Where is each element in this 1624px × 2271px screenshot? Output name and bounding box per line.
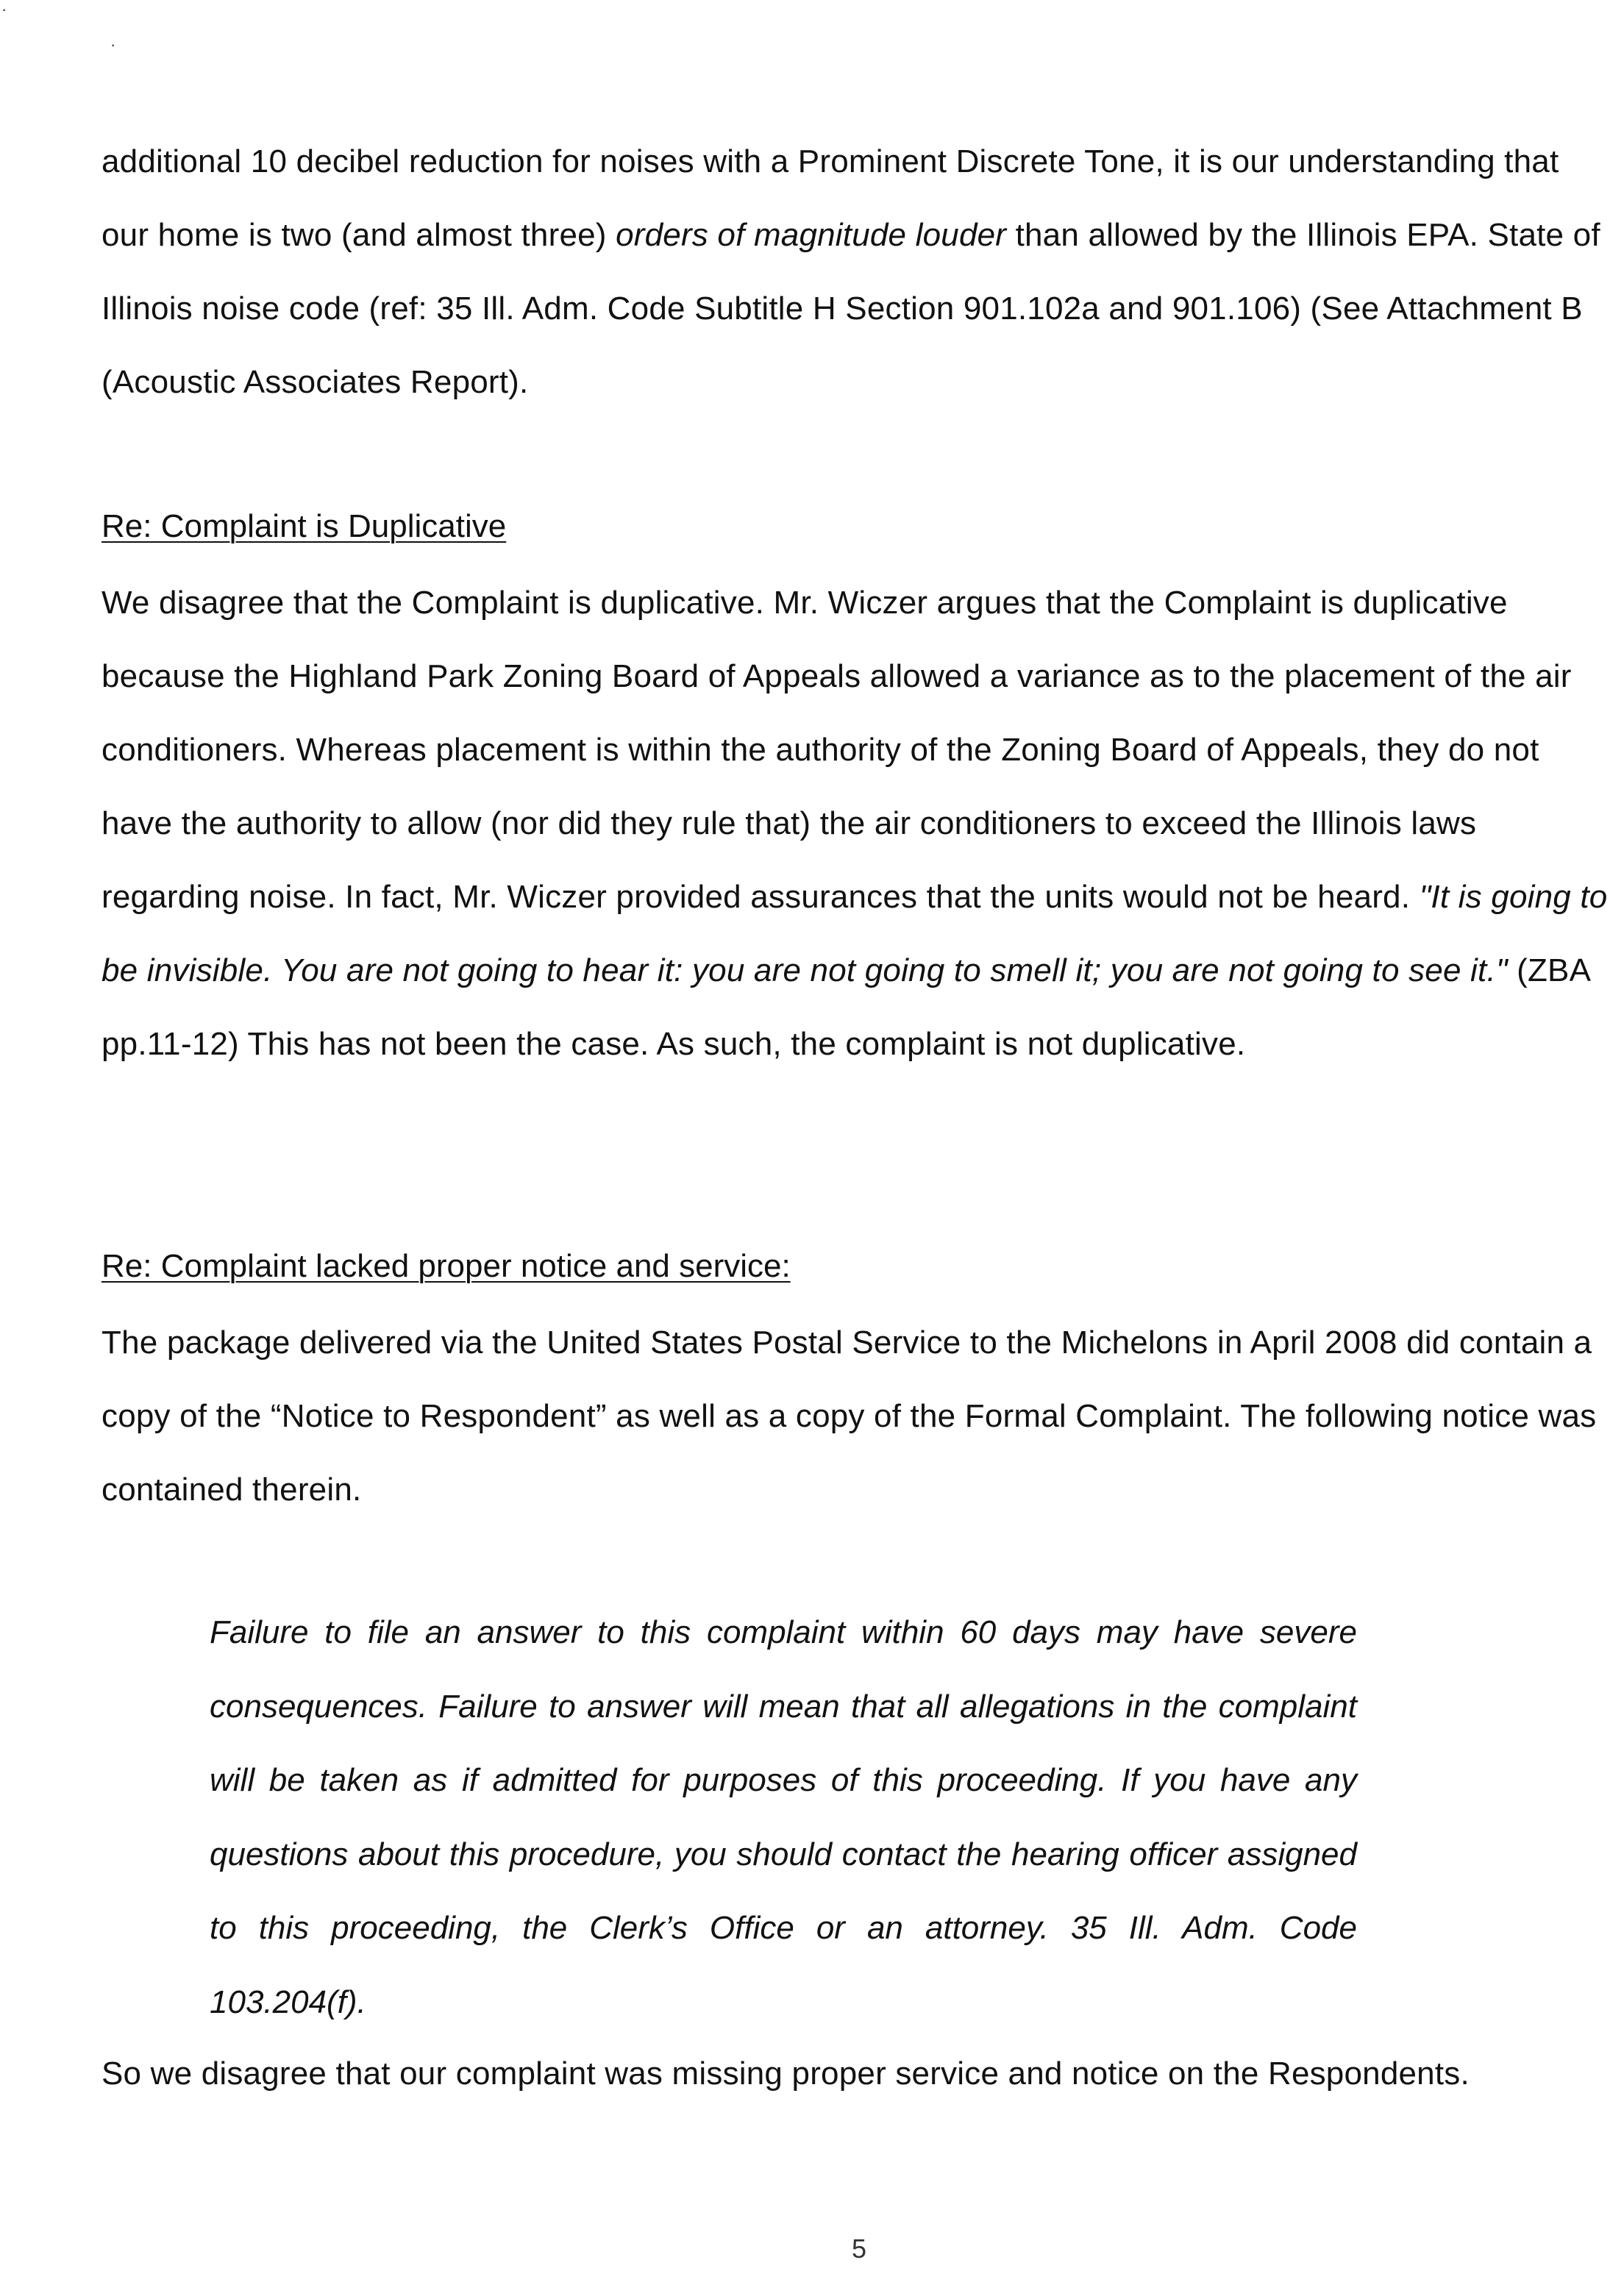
duplicative-text-end: (ZBA pp.11-12) This has not been the case. As such, the complaint is not duplicative.	[102, 952, 1589, 1062]
section-heading-duplicative: Re: Complaint is Duplicative	[102, 508, 507, 544]
duplicative-text-start: We disagree that the Complaint is duplicative. Mr. Wiczer argues that the Complaint is duplicative because the Highland Park Zoning Board of Appeals allowed a variance as to the placement of the air conditioners. Whereas placement is within the authority of the Zoning Board of Appeals, they do not have the authority to allow (nor did they rule that) the air conditioners to exceed the Illinois laws regarding noise. In fact, Mr. Wiczer provided assurances that the units would not be heard.	[102, 585, 1572, 915]
duplicative-paragraph	[102, 566, 1609, 1081]
closing-text: So we disagree that our complaint was missing proper service and notice on the Respondents.	[102, 2056, 1470, 2092]
scan-speck-mark: ·	[1, 0, 7, 18]
notice-paragraph	[102, 1306, 1609, 1527]
notice-text: The package delivered via the United States Postal Service to the Michelons in April 2008 did contain a copy of the “Notice to Respondent” as well as a copy of the Formal Complaint. The following notice was contained therein.	[102, 1325, 1597, 1508]
notice-block-quote: Failure to file an answer to this complaint within 60 days may have severe consequences. Failure to answer will mean that all allegations in the complaint will be taken as if admitted for purposes of this proceeding. If you have any questions about this procedure, you should contact the hearing officer assigned to this proceeding, the Clerk’s Office or an attorney. 35 Ill. Adm. Code 103.204(f).	[210, 1614, 1357, 2020]
page-number: 5	[852, 2233, 867, 2264]
intro-text-end: than allowed by the Illinois EPA. State of Illinois noise code (ref: 35 Ill. Adm. Code Subtitle H Section 901.102a and 901.106) (See Attachment B (Acoustic Associates Report).	[102, 217, 1600, 400]
zba-quote: "It is going to be invisible. You are not going to hear it: you are not going to smell it; you are not going to see it."	[102, 879, 1608, 988]
intro-paragraph	[102, 125, 1609, 419]
closing-paragraph	[102, 2037, 1609, 2111]
intro-text-start: additional 10 decibel reduction for noises with a Prominent Discrete Tone, it is our understanding that our home is two (and almost three)	[102, 143, 1559, 253]
intro-italic-phrase: orders of magnitude louder	[616, 217, 1007, 253]
scan-speck-mark: ·	[110, 35, 116, 54]
section-heading-notice: Re: Complaint lacked proper notice and service:	[102, 1248, 791, 1284]
